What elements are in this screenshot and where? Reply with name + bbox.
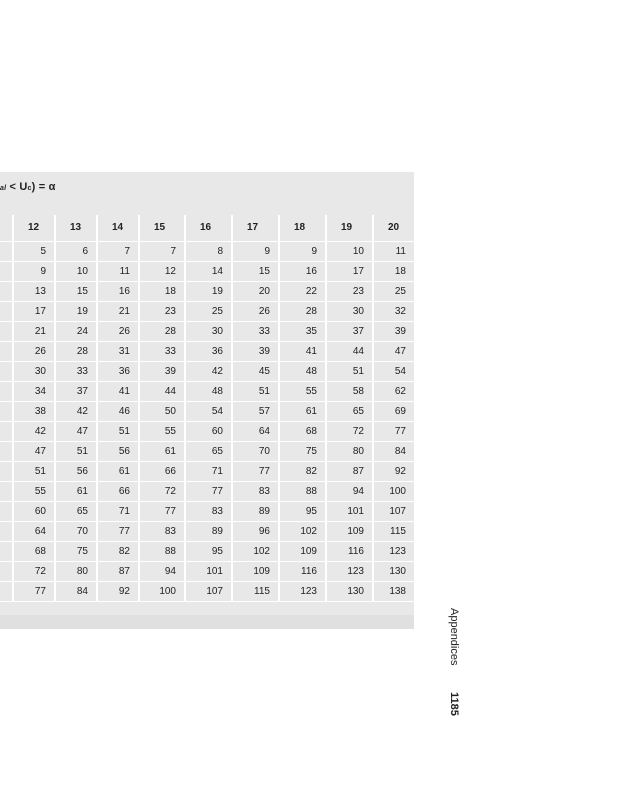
column-header [0,215,13,241]
table-cell: 23 [326,281,373,301]
table-cell: 82 [97,541,139,561]
table-cell: 42 [13,421,55,441]
table-cell: 123 [373,541,414,561]
table-cell: 77 [13,581,55,601]
column-header: 15 [139,215,185,241]
table-cell: 68 [13,541,55,561]
table-cell: 21 [13,321,55,341]
critical-values-table [0,215,414,602]
column-header: 12 [13,215,55,241]
table-cell: 9 [232,241,279,261]
table-cell: 101 [185,561,232,581]
table-cell: 75 [55,541,97,561]
table-cell: 88 [139,541,185,561]
table-cell: 47 [55,421,97,441]
table-cell: 30 [185,321,232,341]
table-cell: 5 [13,241,55,261]
table-cell: 69 [373,401,414,421]
table-cell: 102 [279,521,326,541]
table-cell: 138 [373,581,414,601]
table-cell: 42 [55,401,97,421]
table-cell: 116 [279,561,326,581]
table-cell: 101 [326,501,373,521]
table-cell: 26 [97,321,139,341]
table-cell [0,261,13,281]
caption-middle: < U [6,181,28,193]
table-cell: 7 [139,241,185,261]
table-cell: 13 [13,281,55,301]
table-cell: 17 [326,261,373,281]
table-cell [0,301,13,321]
table-cell: 94 [326,481,373,501]
table-cell: 68 [279,421,326,441]
table-cell [0,461,13,481]
table-cell: 77 [232,461,279,481]
table-cell: 100 [373,481,414,501]
table-row [0,501,414,521]
table-cell [0,421,13,441]
table-cell: 65 [185,441,232,461]
table-cell: 45 [232,361,279,381]
table-cell: 107 [373,501,414,521]
table-row [0,441,414,461]
table-cell: 115 [373,521,414,541]
column-header: 18 [279,215,326,241]
table-header [0,215,414,241]
table-cell: 16 [279,261,326,281]
table-cell: 87 [97,561,139,581]
table-cell: 115 [232,581,279,601]
table-cell: 70 [55,521,97,541]
table-cell: 50 [139,401,185,421]
table-cell: 65 [326,401,373,421]
table-cell [0,521,13,541]
table-row [0,521,414,541]
table-cell: 37 [55,381,97,401]
table-row [0,301,414,321]
table-cell [0,381,13,401]
table-cell: 44 [326,341,373,361]
table-cell: 39 [373,321,414,341]
table-row [0,321,414,341]
table-row [0,381,414,401]
table-cell: 61 [55,481,97,501]
table-cell [0,241,13,261]
table-cell: 92 [373,461,414,481]
table-cell: 75 [279,441,326,461]
table-cell: 6 [55,241,97,261]
table-cell: 61 [139,441,185,461]
column-header: 16 [185,215,232,241]
table-cell: 51 [97,421,139,441]
table-cell: 26 [13,341,55,361]
table-row [0,461,414,481]
table-cell: 36 [97,361,139,381]
table-cell: 51 [232,381,279,401]
caption-prefix: al [0,185,7,192]
table-cell: 77 [97,521,139,541]
caption-suffix: ) = α [31,181,56,193]
caption-subscript: c [27,185,32,192]
table-cell [0,541,13,561]
table-cell: 102 [232,541,279,561]
header-row [0,215,414,241]
table-cell: 33 [55,361,97,381]
table-cell: 71 [185,461,232,481]
table-cell: 72 [13,561,55,581]
table-cell: 88 [279,481,326,501]
table-cell: 15 [232,261,279,281]
table-row [0,401,414,421]
table-cell [0,581,13,601]
table-cell: 123 [326,561,373,581]
table-cell: 87 [326,461,373,481]
table-cell: 32 [373,301,414,321]
table-cell [0,441,13,461]
table-cell: 20 [232,281,279,301]
table-cell: 123 [279,581,326,601]
table-cell: 47 [13,441,55,461]
table-cell: 42 [185,361,232,381]
table-cell: 12 [139,261,185,281]
table-cell [0,481,13,501]
column-header: 14 [97,215,139,241]
table-cell: 56 [55,461,97,481]
table-body [0,241,414,601]
table-cell [0,361,13,381]
table-row [0,481,414,501]
table-cell: 130 [373,561,414,581]
table-cell: 28 [279,301,326,321]
table-cell: 33 [232,321,279,341]
table-cell: 55 [13,481,55,501]
table-cell: 24 [55,321,97,341]
table-cell: 61 [279,401,326,421]
table-cell: 48 [185,381,232,401]
table-cell: 28 [55,341,97,361]
table-cell: 21 [97,301,139,321]
table-cell: 19 [185,281,232,301]
table-cell: 83 [185,501,232,521]
table-cell: 18 [373,261,414,281]
table-cell: 26 [232,301,279,321]
table-cell: 94 [139,561,185,581]
table-cell: 83 [139,521,185,541]
table-cell: 60 [13,501,55,521]
table-cell: 35 [279,321,326,341]
table-cell: 11 [97,261,139,281]
table-cell: 84 [373,441,414,461]
table-cell: 58 [326,381,373,401]
table-cell: 9 [279,241,326,261]
table-row [0,421,414,441]
table-cell: 10 [55,261,97,281]
table-row [0,581,414,601]
table-cell: 109 [279,541,326,561]
table-cell: 95 [279,501,326,521]
table-cell: 41 [97,381,139,401]
table-cell: 51 [13,461,55,481]
table-cell: 77 [139,501,185,521]
table-cell [0,281,13,301]
table-cell: 72 [326,421,373,441]
table-cell: 60 [185,421,232,441]
table-cell: 14 [185,261,232,281]
table-cell: 39 [139,361,185,381]
table-cell: 61 [97,461,139,481]
table-cell: 96 [232,521,279,541]
table-row [0,341,414,361]
table-cell: 51 [326,361,373,381]
table-footer-band [0,615,414,629]
table-cell: 66 [139,461,185,481]
table-cell: 70 [232,441,279,461]
table-cell: 41 [279,341,326,361]
table-cell: 77 [185,481,232,501]
table-cell: 25 [373,281,414,301]
column-header: 17 [232,215,279,241]
table-cell [0,561,13,581]
table-cell: 100 [139,581,185,601]
table-cell: 19 [55,301,97,321]
table-cell: 38 [13,401,55,421]
table-cell: 84 [55,581,97,601]
table-cell: 10 [326,241,373,261]
table-cell: 92 [97,581,139,601]
table-row [0,241,414,261]
table-cell: 31 [97,341,139,361]
table-cell: 15 [55,281,97,301]
table-cell: 30 [13,361,55,381]
table-cell: 89 [232,501,279,521]
table-cell: 33 [139,341,185,361]
table-cell: 16 [97,281,139,301]
table-cell: 48 [279,361,326,381]
table-cell: 95 [185,541,232,561]
table-cell: 109 [326,521,373,541]
page-number: 1185 [448,692,460,716]
table-cell: 8 [185,241,232,261]
running-head-title: Appendices [448,608,460,666]
table-cell: 46 [97,401,139,421]
table-cell [0,321,13,341]
table-cell: 54 [373,361,414,381]
table-cell: 107 [185,581,232,601]
table-cell: 89 [185,521,232,541]
table-cell: 7 [97,241,139,261]
table-cell [0,401,13,421]
table-cell: 47 [373,341,414,361]
table-cell: 80 [55,561,97,581]
table-cell [0,341,13,361]
table-row [0,261,414,281]
table-cell: 22 [279,281,326,301]
table-cell: 82 [279,461,326,481]
table-cell: 77 [373,421,414,441]
table-cell: 62 [373,381,414,401]
table-cell: 65 [55,501,97,521]
table-cell: 37 [326,321,373,341]
table-cell: 9 [13,261,55,281]
table-cell: 55 [279,381,326,401]
table-cell: 30 [326,301,373,321]
table-cell: 34 [13,381,55,401]
table-cell [0,501,13,521]
table-cell: 28 [139,321,185,341]
table-cell: 57 [232,401,279,421]
table-cell: 66 [97,481,139,501]
table-cell: 130 [326,581,373,601]
table-cell: 18 [139,281,185,301]
table-cell: 25 [185,301,232,321]
table-cell: 51 [55,441,97,461]
column-header: 13 [55,215,97,241]
table-cell: 83 [232,481,279,501]
table-cell: 109 [232,561,279,581]
column-header: 20 [373,215,414,241]
table-cell: 54 [185,401,232,421]
column-header: 19 [326,215,373,241]
table-cell: 36 [185,341,232,361]
table-cell: 44 [139,381,185,401]
table-cell: 23 [139,301,185,321]
table-row [0,541,414,561]
table-row [0,281,414,301]
table-cell: 17 [13,301,55,321]
table-cell: 64 [13,521,55,541]
table-row [0,361,414,381]
table-cell: 116 [326,541,373,561]
table-caption [0,181,56,193]
table-cell: 72 [139,481,185,501]
table-cell: 55 [139,421,185,441]
table-cell: 80 [326,441,373,461]
table-cell: 56 [97,441,139,461]
table-cell: 11 [373,241,414,261]
table-cell: 39 [232,341,279,361]
table-cell: 64 [232,421,279,441]
table-cell: 71 [97,501,139,521]
table-row [0,561,414,581]
